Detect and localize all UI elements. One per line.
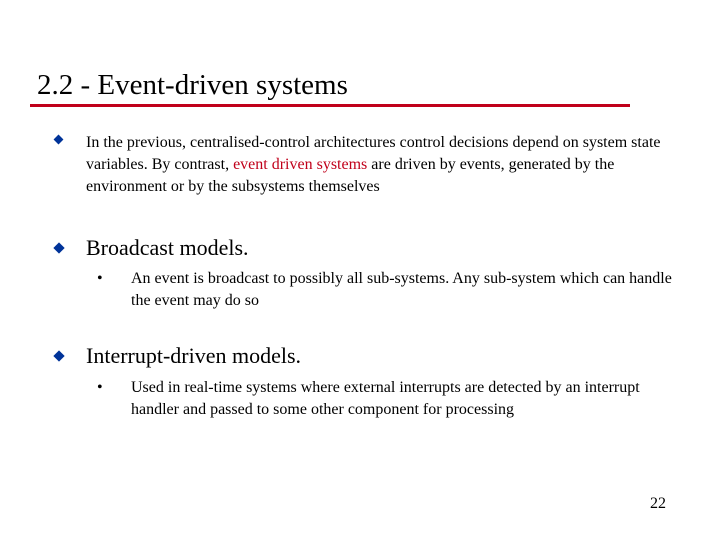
diamond-bullet-icon xyxy=(53,242,64,253)
title-underline xyxy=(30,104,630,107)
intro-paragraph xyxy=(86,132,686,198)
sub-text-interrupt: Used in real-time systems where external interrupts are detected by an interrupt handler and passed to some other component for processing xyxy=(131,379,640,418)
sub-bullet: • xyxy=(97,379,103,396)
sub-text-broadcast: An event is broadcast to possibly all sub-systems. Any sub-system which can handle the event may do so xyxy=(131,270,672,309)
diamond-bullet-icon xyxy=(53,350,64,361)
intro-highlight: event driven systems xyxy=(233,156,368,173)
page-number: 22 xyxy=(650,495,666,512)
diamond-bullet-icon xyxy=(54,135,64,145)
section-heading-interrupt: Interrupt-driven models. xyxy=(86,343,302,368)
intro-text-after: are driven by events, generated by the environment or by the subsystems themselves xyxy=(86,156,615,195)
section-heading-broadcast: Broadcast models. xyxy=(86,235,249,260)
sub-bullet: • xyxy=(97,270,103,287)
slide-title: 2.2 - Event-driven systems xyxy=(37,69,348,101)
intro-text-before: In the previous, centralised-control architectures control decisions depend on system state variables. By contrast, xyxy=(86,134,661,173)
